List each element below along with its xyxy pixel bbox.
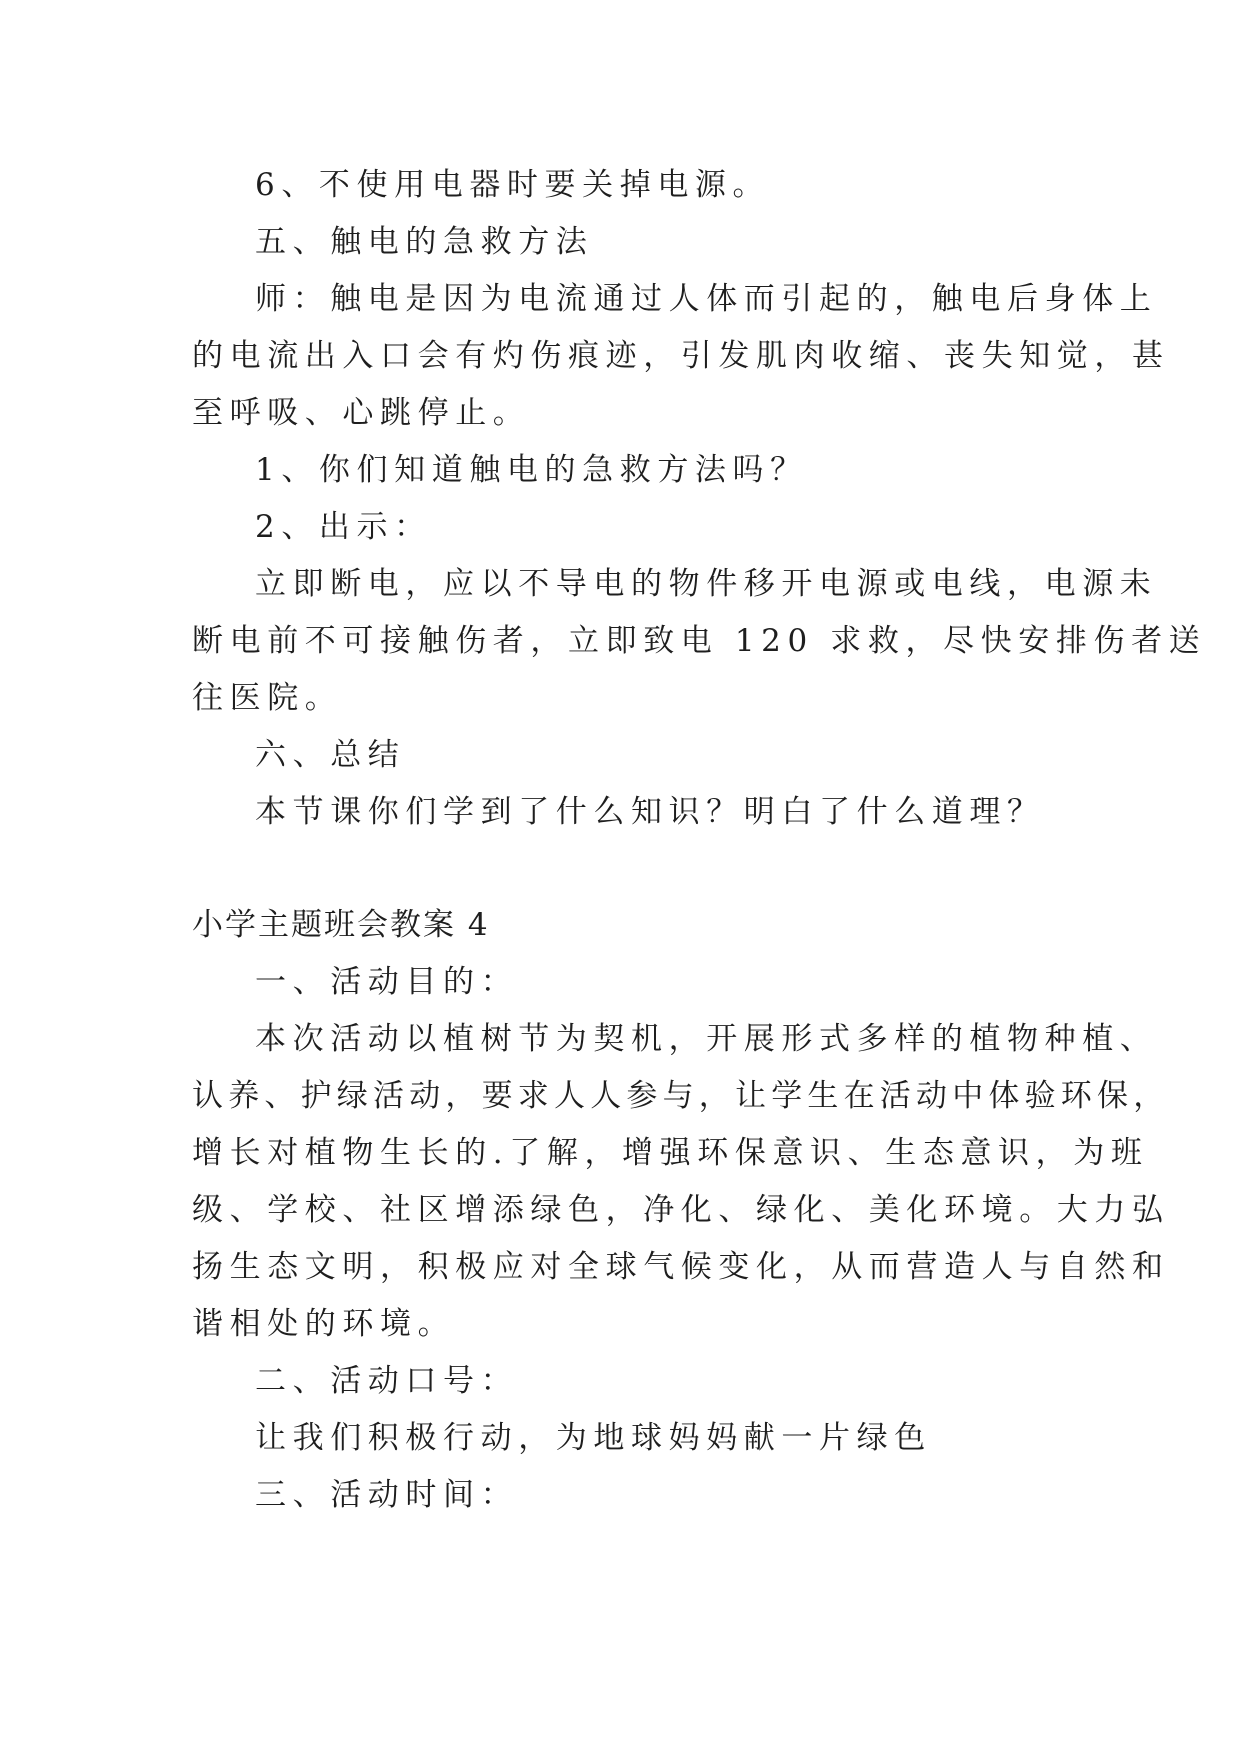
section-heading: 二、活动口号：: [255, 1363, 519, 1399]
paragraph-line: 认养、护绿活动，要求人人参与，让学生在活动中体验环保，: [192, 1078, 1170, 1114]
paragraph-line: 6、不使用电器时要关掉电源。: [255, 167, 771, 203]
section-heading: 五、触电的急救方法: [255, 224, 594, 260]
paragraph-line: 扬生态文明，积极应对全球气候变化，从而营造人与自然和: [192, 1249, 1170, 1285]
paragraph-line: 立即断电，应以不导电的物件移开电源或电线，电源未: [255, 566, 1158, 602]
list-item: 2、出示：: [255, 509, 432, 545]
paragraph-line: 级、学校、社区增添绿色，净化、绿化、美化环境。大力弘: [192, 1192, 1170, 1228]
list-item: 1、你们知道触电的急救方法吗？: [255, 452, 808, 488]
paragraph-line: 本节课你们学到了什么知识？明白了什么道理？: [255, 794, 1045, 830]
paragraph-line: 本次活动以植树节为契机，开展形式多样的植物种植、: [255, 1021, 1158, 1057]
section-heading: 一、活动目的：: [255, 964, 519, 1000]
paragraph-line: 师：触电是因为电流通过人体而引起的，触电后身体上: [255, 281, 1158, 317]
section-heading: 三、活动时间：: [255, 1477, 519, 1513]
document-title: 小学主题班会教案 4: [192, 907, 490, 943]
paragraph-line: 至呼吸、心跳停止。: [192, 395, 531, 431]
section-heading: 六、总结: [255, 737, 406, 773]
paragraph-line: 谐相处的环境。: [192, 1306, 456, 1342]
paragraph-line: 往医院。: [192, 680, 343, 716]
paragraph-line: 让我们积极行动，为地球妈妈献一片绿色: [255, 1420, 932, 1456]
paragraph-line: 断电前不可接触伤者，立即致电 120 求救，尽快安排伤者送: [192, 623, 1207, 659]
paragraph-line: 的电流出入口会有灼伤痕迹，引发肌肉收缩、丧失知觉，甚: [192, 338, 1170, 374]
paragraph-line: 增长对植物生长的.了解，增强环保意识、生态意识，为班: [192, 1135, 1149, 1171]
